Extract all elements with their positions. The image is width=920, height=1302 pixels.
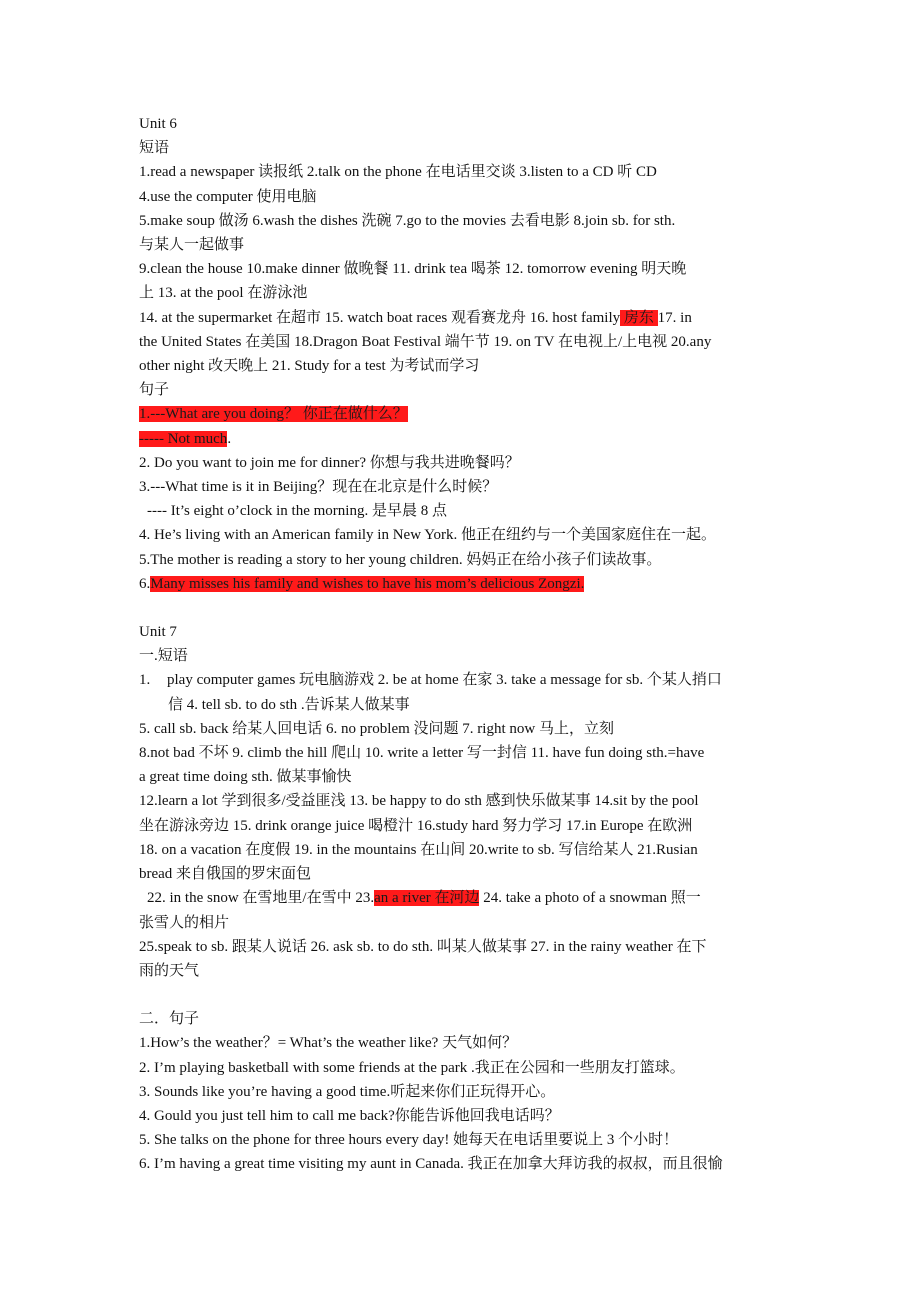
highlighted-phrase: 房东 [620, 309, 658, 326]
highlighted-phrase: an a river 在河边 [374, 890, 480, 907]
unit6-phrase-line: 与某人一起做事 [139, 237, 245, 254]
unit6-sentence: 2. Do you want to join me for dinner? 你想与我共进晚餐吗？ [139, 454, 520, 471]
unit6-sentence: 4. He’s living with an American family in New York. 他正在纽约与一个美国家庭住在一起。 [139, 527, 717, 544]
unit7-phrase-line: 8.not bad 不坏 9. climb the hill 爬山 10. write a letter 写一封信 11. have fun doing sth.=have [139, 745, 705, 762]
highlighted-sentence: Many misses his family and wishes to have his mom’s delicious Zongzi. [150, 575, 585, 592]
unit6-title: Unit 6 [139, 116, 177, 132]
unit6-sentence: 3.---What time is it in Beijing？现在在北京是什么时候？ [139, 479, 498, 496]
phrase-text: 22. in the snow 在雪地里/在雪中 23. [147, 890, 375, 907]
unit6-sentence: 5.The mother is reading a story to her young children. 妈妈正在给小孩子们读故事。 [139, 551, 662, 568]
unit6-sentence: ---- It’s eight o’clock in the morning. 是早晨 8 点 [147, 503, 447, 520]
phrase-text: play computer games 玩电脑游戏 2. be at home 在家 3. take a message for sb. 个某人捎口 [167, 672, 722, 689]
unit6-phrase-line: 上 13. at the pool 在游泳池 [139, 285, 308, 302]
unit6-phrase-line [139, 306, 820, 330]
unit7-phrase-line [139, 668, 820, 692]
unit7-phrase-line [139, 886, 820, 910]
unit6-sentence [139, 427, 820, 451]
unit6-sentences-heading: 句子 [139, 382, 170, 399]
unit7-phrase-line: 坐在游泳旁边 15. drink orange juice 喝橙汁 16.study hard 努力学习 17.in Europe 在欧洲 [139, 817, 693, 834]
unit7-sentence: 5. She talks on the phone for three hours every day! 她每天在电话里要说上 3 个小时！ [139, 1132, 679, 1149]
unit7-sentences-heading: 二．句子 [139, 1011, 200, 1028]
unit7-phrase-line: bread 来自俄国的罗宋面包 [139, 866, 312, 883]
unit6-sentence [139, 402, 820, 426]
unit7-phrase-line: 25.speak to sb. 跟某人说话 26. ask sb. to do sth. 叫某人做某事 27. in the rainy weather 在下 [139, 938, 707, 955]
unit7-sentence: 2. I’m playing basketball with some friends at the park .我正在公园和一些朋友打篮球。 [139, 1059, 685, 1076]
unit7-phrases-heading: 一.短语 [139, 648, 188, 665]
unit7-phrase-line: a great time doing sth. 做某事愉快 [139, 769, 352, 786]
phrase-text: 17. in [657, 309, 692, 326]
spacer [139, 983, 820, 1007]
unit7-phrase-line: 5. call sb. back 给某人回电话 6. no problem 没问题 7. right now 马上，立刻 [139, 720, 614, 737]
phrase-text: 14. at the supermarket 在超市 15. watch boat races 观看赛龙舟 16. host family [139, 309, 621, 326]
unit7-sentence: 6. I’m having a great time visiting my aunt in Canada. 我正在加拿大拜访我的叔叔，而且很愉 [139, 1156, 723, 1173]
highlighted-sentence: 1.---What are you doing？ 你正在做什么？ [139, 406, 408, 423]
spacer [139, 596, 820, 620]
list-number: 1. [139, 672, 151, 689]
unit7-sentence: 1.How’s the weather？= What’s the weather like? 天气如何？ [139, 1035, 518, 1052]
unit6-phrase-line: 4.use the computer 使用电脑 [139, 188, 317, 205]
unit7-title: Unit 7 [139, 624, 177, 641]
unit7-phrase-line: 12.learn a lot 学到很多/受益匪浅 13. be happy to do sth 感到快乐做某事 14.sit by the pool [139, 793, 699, 810]
unit6-phrase-line: the United States 在美国 18.Dragon Boat Festival 端午节 19. on TV 在电视上/上电视 20.any [139, 333, 712, 350]
unit6-phrase-line: 9.clean the house 10.make dinner 做晚餐 11. drink tea 喝茶 12. tomorrow evening 明天晚 [139, 261, 687, 278]
unit6-phrase-line: other night 改天晚上 21. Study for a test 为考试而学习 [139, 358, 480, 375]
unit7-phrase-line: 信 4. tell sb. to do sth .告诉某人做某事 [168, 696, 410, 713]
sentence-number: 6. [139, 575, 151, 592]
unit7-phrase-line: 张雪人的相片 [139, 914, 230, 931]
highlighted-sentence: ----- Not much [139, 430, 228, 447]
unit6-phrases-heading: 短语 [139, 140, 170, 157]
sentence-tail: . [227, 430, 232, 447]
phrase-text: 24. take a photo of a snowman 照一 [479, 890, 701, 907]
unit7-phrase-line: 18. on a vacation 在度假 19. in the mountains 在山间 20.write to sb. 写信给某人 21.Rusian [139, 841, 698, 858]
unit6-phrase-line: 5.make soup 做汤 6.wash the dishes 洗碗 7.go to the movies 去看电影 8.join sb. for sth. [139, 212, 676, 229]
unit7-phrase-line: 雨的天气 [139, 962, 200, 979]
unit6-phrase-line: 1.read a newspaper 读报纸 2.talk on the phone 在电话里交谈 3.listen to a CD 听 CD [139, 164, 657, 181]
unit7-sentence: 3. Sounds like you’re having a good time.听起来你们正玩得开心。 [139, 1083, 556, 1100]
unit7-sentence: 4. Gould you just tell him to call me back?你能告诉他回我电话吗？ [139, 1107, 560, 1124]
unit6-sentence [139, 572, 820, 596]
